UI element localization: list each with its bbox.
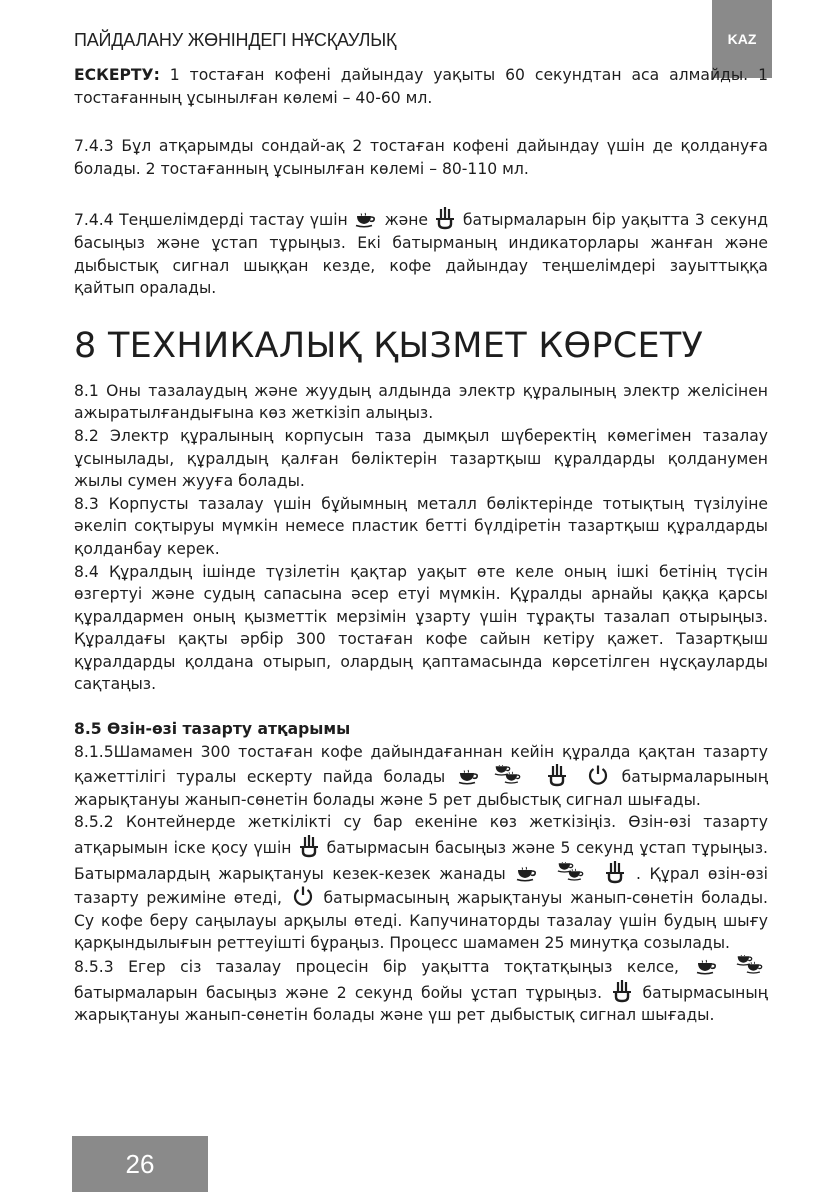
- two-cups-icon: [736, 955, 766, 975]
- text-segment: батырмасының жарықтануы жанып-сөнетін болады және үш рет дыбыстық сигнал шығады.: [74, 983, 768, 1025]
- one-cup-icon: [696, 959, 718, 975]
- one-cup-icon: [516, 866, 538, 882]
- subsection-title: 8.5 Өзін-өзі тазарту атқарымы: [74, 720, 351, 739]
- paragraph-8-5-3: [74, 955, 768, 1027]
- page-number: 26: [72, 1136, 208, 1192]
- text-segment: 8.5.2 Контейнерде жеткілікті су бар екеніне көз жеткізіңіз. Өзін-өзі тазарту атқарымын іске қосу үшін: [74, 813, 768, 858]
- text-segment: батырмасын басыңыз және 5 секунд ұстап тұрыңыз. Батырмалардың жарықтануы кезек-кезек жанады: [74, 839, 768, 883]
- header-title: ПАЙДАЛАНУ ЖӨНІНДЕГІ НҰСҚАУЛЫҚ: [74, 30, 397, 50]
- steam-icon: [435, 206, 455, 230]
- text-segment: батырмаларының жарықтануы жанып-сөнетін болады және 5 рет дыбыстық сигнал шығады.: [74, 768, 769, 809]
- text-segment: және: [384, 211, 429, 230]
- text-segment: 8.1.5Шамамен 300 тостаған кофе дайындағаннан кейін құралда қақтан тазарту қажеттілігі туралы ескерту пайда болады: [74, 742, 768, 787]
- paragraph-8-5-2: [74, 811, 768, 955]
- steam-icon: [299, 834, 319, 858]
- two-cups-icon: [494, 765, 524, 785]
- text-segment: 8.5.3 Егер сіз тазалау процесін бір уақытта тоқтатқыңыз келсе,: [74, 958, 680, 976]
- steam-icon: [605, 860, 625, 884]
- steam-icon: [547, 763, 567, 787]
- text-segment: батырмаларын бір уақытта 3 секунд басыңыз және ұстап тұрыңыз. Екі батырманың индикаторлары жанған және дыбыстық сигнал шыққан кезде, кофе дайындау теңшелімдері зауыттыққа қайтып оралады.: [74, 211, 769, 298]
- steam-icon: [612, 979, 632, 1003]
- text-segment: батырмасының жарықтануы жанып-сөнетін болады. Су кофе беру саңылауы арқылы өтеді. Капучинаторды тазалау үшін будың шығу қарқындылығын реттеуішті бұраңыз. Процесс шамамен 25 минутқа созылады.: [74, 889, 769, 953]
- text-segment: 7.4.4 Теңшелімдерді тастау үшін: [74, 211, 348, 230]
- paragraph-8-4: 8.4 Құралдың ішінде түзілетін қақтар уақыт өте келе оның ішкі бетінің түсін өзгертуі және судың сапасына әсер етуі мүмкін. Құралды арнайы қаққа қарсы құралдармен оның қызметтік мерзімін ұзарту үшін тұрақты тазалап отырыңыз. Құралдағы қақты әрбір 300 тостаған кофе сайын кетіру қажет. Тазартқыш құралдарды қолдана отырып, олардың қаптамасында көрсетілген нұсқауларды сақтаңыз.: [74, 562, 768, 694]
- paragraph-8-1: 8.1 Оны тазалаудың және жуудың алдында электр құралының электр желісінен ажыратылғандығына көз жеткізіп алыңыз.: [74, 381, 768, 423]
- page-content: [74, 64, 768, 1027]
- paragraph-7-4-3: 7.4.3 Бұл атқарымды сондай-ақ 2 тостаған кофені дайындау үшін де қолдануға болады. 2 тостағанның ұсынылған көлемі – 80-110 мл.: [74, 137, 768, 178]
- text-segment: батырмаларын басыңыз және 2 секунд бойы ұстап тұрыңыз.: [74, 983, 603, 1002]
- paragraph-8-2: 8.2 Электр құралының корпусын таза дымқыл шүберектің көмегімен тазалау ұсынылады, құралдың қалған бөліктерін тазартқыш құралдарды қолданумен жылы сумен жууға болады.: [74, 426, 768, 491]
- two-cups-icon: [557, 862, 587, 882]
- one-cup-icon: [355, 212, 377, 228]
- warning-label: ЕСКЕРТУ:: [74, 66, 160, 84]
- paragraph-8-3: 8.3 Корпусты тазалау үшін бұйымның металл бөліктерінде тотықтың түзілуіне әкеліп соқтыруы мүмкін немесе пластик бетті бүлдіретін тазартқыш құралдарды қолданбау керек.: [74, 494, 768, 558]
- warning-text: 1 тостаған кофені дайындау уақыты 60 секундтан аса алмайды. 1 тостағанның ұсынылған көлемі – 40-60 мл.: [74, 66, 768, 107]
- warning-paragraph: [74, 64, 768, 109]
- paragraph-7-4-4: [74, 206, 768, 299]
- power-icon: [292, 885, 314, 907]
- section-title: 8 ТЕХНИКАЛЫҚ ҚЫЗМЕТ КӨРСЕТУ: [74, 325, 704, 366]
- text-segment: . Құрал өзін-өзі тазарту режиміне өтеді,: [74, 864, 768, 908]
- one-cup-icon: [458, 769, 480, 785]
- paragraph-8-1-5: [74, 741, 768, 812]
- power-icon: [587, 764, 609, 786]
- language-tab: KAZ: [712, 0, 772, 78]
